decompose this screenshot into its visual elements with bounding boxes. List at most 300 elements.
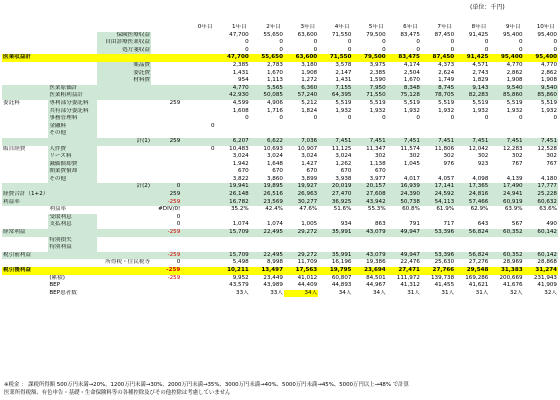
table-cell[interactable]: 0 <box>484 115 489 122</box>
table-cell[interactable] <box>216 214 250 222</box>
table-cell[interactable]: 0 <box>450 115 455 122</box>
table-cell[interactable]: 27,608 <box>352 191 386 199</box>
table-cell[interactable]: 0 <box>416 46 420 53</box>
table-cell[interactable] <box>181 199 215 207</box>
table-cell[interactable]: 6,360 <box>284 85 318 93</box>
table-cell[interactable]: 3,977 <box>369 175 386 182</box>
table-cell[interactable]: 71,550 <box>331 31 352 38</box>
table-cell[interactable]: 35,991 <box>318 252 352 260</box>
table-cell[interactable]: 63.9% <box>504 206 523 213</box>
table-cell[interactable] <box>181 77 215 85</box>
table-cell[interactable]: 19,386 <box>366 259 386 266</box>
table-cell[interactable]: 91,425 <box>468 31 489 38</box>
table-cell[interactable]: 302 <box>477 153 489 160</box>
table-cell[interactable]: 19,927 <box>284 183 318 191</box>
table-cell[interactable]: 1,932 <box>335 107 352 114</box>
table-cell[interactable]: 31,274 <box>524 267 558 275</box>
table-cell[interactable] <box>181 244 215 252</box>
table-cell[interactable]: 0 <box>279 39 283 46</box>
table-cell[interactable]: 3,822 <box>232 175 249 182</box>
table-cell[interactable]: 15,709 <box>216 229 250 237</box>
table-cell[interactable] <box>489 237 523 245</box>
table-cell[interactable]: 3,180 <box>301 61 318 68</box>
table-cell[interactable] <box>181 130 215 138</box>
table-cell[interactable]: 3,975 <box>369 61 386 68</box>
table-cell[interactable]: 1,932 <box>472 107 489 114</box>
table-cell[interactable]: 12,042 <box>468 145 489 152</box>
table-cell[interactable]: 54,113 <box>421 199 455 207</box>
table-cell[interactable] <box>455 244 489 252</box>
table-cell[interactable]: 3,024 <box>266 153 283 160</box>
table-cell[interactable]: 139,738 <box>431 274 455 281</box>
table-cell[interactable]: 4,599 <box>232 99 249 106</box>
table-cell[interactable]: 302 <box>546 153 557 160</box>
table-cell[interactable]: 0 <box>382 46 386 53</box>
table-cell[interactable]: 923 <box>477 160 489 167</box>
table-cell[interactable]: 20,019 <box>318 183 352 191</box>
table-cell[interactable]: 0 <box>382 39 386 46</box>
table-cell[interactable]: 670 <box>272 168 283 175</box>
table-cell[interactable]: 8,998 <box>266 259 283 266</box>
table-cell[interactable] <box>318 123 352 131</box>
table-cell[interactable] <box>489 130 523 138</box>
table-cell[interactable] <box>181 282 215 290</box>
table-cell[interactable]: 20,157 <box>352 183 386 191</box>
table-cell[interactable]: 4,373 <box>438 61 455 68</box>
table-cell[interactable]: 3,899 <box>301 175 318 182</box>
table-cell[interactable]: 25,630 <box>434 259 455 266</box>
table-cell[interactable]: 1,045 <box>403 160 420 167</box>
table-cell[interactable]: 62.9% <box>470 206 489 213</box>
table-cell[interactable] <box>421 130 455 138</box>
table-cell[interactable] <box>455 130 489 138</box>
table-cell[interactable]: 17,141 <box>421 183 455 191</box>
table-cell[interactable]: 95,400 <box>503 31 523 38</box>
table-cell[interactable]: 767 <box>511 160 523 167</box>
table-cell[interactable]: 0 <box>450 46 455 53</box>
table-cell[interactable]: 12,528 <box>537 145 557 152</box>
table-cell[interactable] <box>284 130 318 138</box>
table-cell[interactable]: 5,519 <box>335 99 352 106</box>
table-cell[interactable]: 0 <box>245 46 249 53</box>
table-cell[interactable]: 35.2% <box>230 206 249 213</box>
table-cell[interactable] <box>250 237 284 245</box>
table-cell[interactable]: 0 <box>347 39 352 46</box>
table-cell[interactable] <box>489 214 523 222</box>
table-cell[interactable] <box>318 130 352 138</box>
table-cell[interactable] <box>318 244 352 252</box>
table-cell[interactable]: 0 <box>210 122 215 129</box>
table-cell[interactable] <box>318 237 352 245</box>
table-cell[interactable]: 36,925 <box>318 199 352 207</box>
table-cell[interactable]: 16,196 <box>331 259 352 266</box>
table-cell[interactable] <box>524 214 558 222</box>
table-cell[interactable]: 87,450 <box>421 54 455 62</box>
table-cell[interactable]: 1,932 <box>540 107 557 114</box>
table-cell[interactable]: 5,565 <box>250 85 284 93</box>
table-cell[interactable]: 22,495 <box>250 229 284 237</box>
table-cell[interactable]: 53,396 <box>421 229 455 237</box>
table-cell[interactable]: 11,709 <box>297 259 318 266</box>
table-cell[interactable]: 26,516 <box>250 191 284 199</box>
table-cell[interactable] <box>421 244 455 252</box>
table-cell[interactable]: 0 <box>450 39 455 46</box>
table-cell[interactable]: 22,476 <box>400 259 420 266</box>
table-cell[interactable]: 82,283 <box>455 92 489 100</box>
table-cell[interactable]: 8,745 <box>421 85 455 93</box>
table-cell[interactable]: 17,365 <box>455 183 489 191</box>
table-cell[interactable]: 7,451 <box>524 138 558 146</box>
table-cell[interactable]: 83,475 <box>387 54 421 62</box>
table-cell[interactable]: 43,079 <box>352 229 386 237</box>
table-cell[interactable]: 60.8% <box>402 206 420 213</box>
table-cell[interactable]: 4,017 <box>403 175 420 182</box>
table-cell[interactable] <box>181 252 215 260</box>
table-cell[interactable]: 31人 <box>475 289 489 296</box>
table-cell[interactable] <box>387 214 421 222</box>
table-cell[interactable] <box>524 123 558 131</box>
table-cell[interactable]: 9,540 <box>489 85 523 93</box>
table-cell[interactable]: 23,449 <box>263 274 283 281</box>
table-cell[interactable]: 11,125 <box>331 145 352 152</box>
table-cell[interactable]: 1,431 <box>232 69 249 76</box>
table-cell[interactable]: 2,385 <box>232 61 249 68</box>
table-cell[interactable]: 0 <box>382 115 386 122</box>
table-cell[interactable]: 19,795 <box>318 267 352 275</box>
table-cell[interactable]: 55,650 <box>250 54 284 62</box>
table-cell[interactable]: 4,571 <box>472 61 489 68</box>
table-cell[interactable]: 7,451 <box>318 138 352 146</box>
table-cell[interactable]: 53,396 <box>421 252 455 260</box>
table-cell[interactable]: 41,312 <box>400 282 420 289</box>
table-cell[interactable]: 41,909 <box>537 282 557 289</box>
table-cell[interactable]: 3,024 <box>335 153 352 160</box>
table-cell[interactable]: 87,450 <box>434 31 455 38</box>
table-cell[interactable] <box>387 244 421 252</box>
table-cell[interactable]: 0 <box>519 46 523 53</box>
table-cell[interactable]: 567 <box>511 221 523 228</box>
table-cell[interactable]: 1,829 <box>472 77 489 84</box>
table-cell[interactable]: 27,766 <box>421 267 455 275</box>
table-cell[interactable]: 6,622 <box>250 138 284 146</box>
table-cell[interactable]: 26,148 <box>216 191 250 199</box>
table-cell[interactable]: 17,490 <box>489 183 523 191</box>
table-cell[interactable]: 41,012 <box>297 274 318 281</box>
table-cell[interactable]: 33人 <box>236 289 249 296</box>
table-cell[interactable]: 5,519 <box>369 99 386 106</box>
table-cell[interactable]: 31人 <box>441 289 455 296</box>
table-cell[interactable]: 15,709 <box>216 252 250 260</box>
table-cell[interactable]: 0 <box>553 46 557 53</box>
table-cell[interactable]: 1,262 <box>335 160 352 167</box>
table-cell[interactable]: 717 <box>443 221 455 228</box>
table-cell[interactable]: 12,283 <box>503 145 523 152</box>
table-cell[interactable]: 24,816 <box>455 191 489 199</box>
table-cell[interactable]: 16,782 <box>216 199 250 207</box>
table-cell[interactable] <box>284 244 318 252</box>
table-cell[interactable] <box>181 259 215 267</box>
table-cell[interactable]: 0 <box>553 115 557 122</box>
table-cell[interactable]: 27,471 <box>387 267 421 275</box>
table-cell[interactable]: 41,676 <box>503 282 523 289</box>
table-cell[interactable]: 1,942 <box>232 160 249 167</box>
table-cell[interactable]: 670 <box>306 168 318 175</box>
table-cell[interactable] <box>387 237 421 245</box>
table-cell[interactable]: 0 <box>245 115 249 122</box>
table-cell[interactable]: 4,139 <box>506 175 523 182</box>
table-cell[interactable]: 63,600 <box>284 54 318 62</box>
table-cell[interactable]: 6,207 <box>216 138 250 146</box>
table-cell[interactable]: 60,919 <box>489 199 523 207</box>
table-cell[interactable] <box>181 153 215 161</box>
table-cell[interactable] <box>524 237 558 245</box>
table-cell[interactable]: 5,519 <box>472 99 489 106</box>
table-cell[interactable]: 1,113 <box>266 77 283 84</box>
table-cell[interactable]: 41,455 <box>434 282 455 289</box>
table-cell[interactable]: 1,427 <box>301 160 318 167</box>
table-cell[interactable]: 35,991 <box>318 229 352 237</box>
table-cell[interactable]: 34人 <box>338 289 352 296</box>
table-cell[interactable] <box>181 108 215 116</box>
table-cell[interactable] <box>489 123 523 131</box>
table-cell[interactable]: 1,932 <box>403 107 420 114</box>
table-cell[interactable]: 0 <box>553 39 557 46</box>
table-cell[interactable] <box>181 237 215 245</box>
table-cell[interactable]: 7,451 <box>455 138 489 146</box>
table-cell[interactable]: 1,074 <box>232 221 249 228</box>
table-cell[interactable] <box>181 290 215 298</box>
table-cell[interactable] <box>352 237 386 245</box>
table-cell[interactable]: 43,942 <box>352 199 386 207</box>
table-cell[interactable]: 976 <box>443 160 455 167</box>
table-cell[interactable]: 934 <box>340 221 352 228</box>
table-cell[interactable]: 1,716 <box>266 107 283 114</box>
table-cell[interactable]: 643 <box>477 221 489 228</box>
table-cell[interactable]: 24,390 <box>387 191 421 199</box>
table-cell[interactable]: 0 <box>210 145 215 152</box>
table-cell[interactable]: 30,277 <box>284 199 318 207</box>
table-cell[interactable] <box>421 168 455 176</box>
table-cell[interactable]: 1,908 <box>540 77 557 84</box>
table-cell[interactable]: 4,180 <box>540 175 557 182</box>
table-cell[interactable]: 2,862 <box>506 69 523 76</box>
table-cell[interactable]: 47.6% <box>299 206 318 213</box>
table-cell[interactable]: 5,519 <box>540 99 557 106</box>
table-cell[interactable]: 95,400 <box>537 31 557 38</box>
table-cell[interactable]: 10,907 <box>297 145 318 152</box>
table-cell[interactable]: 4,770 <box>216 85 250 93</box>
table-cell[interactable]: 1,824 <box>301 107 318 114</box>
table-cell[interactable]: 63,600 <box>297 31 318 38</box>
table-cell[interactable]: 23,694 <box>352 267 386 275</box>
table-cell[interactable] <box>181 47 215 55</box>
table-cell[interactable]: 767 <box>546 160 557 167</box>
table-cell[interactable]: 0 <box>313 46 318 53</box>
table-cell[interactable]: 3,578 <box>335 61 352 68</box>
table-cell[interactable]: 29,272 <box>284 252 318 260</box>
table-cell[interactable]: 3,860 <box>266 175 283 182</box>
table-cell[interactable]: 2,147 <box>335 69 352 76</box>
table-cell[interactable]: 95,400 <box>524 54 558 62</box>
table-cell[interactable] <box>250 123 284 131</box>
table-cell[interactable] <box>181 206 215 214</box>
table-cell[interactable] <box>216 244 250 252</box>
table-cell[interactable]: 16,939 <box>387 183 421 191</box>
table-cell[interactable] <box>455 123 489 131</box>
table-cell[interactable] <box>181 115 215 123</box>
table-cell[interactable]: 9,952 <box>232 274 249 281</box>
table-cell[interactable] <box>216 237 250 245</box>
table-cell[interactable]: 0 <box>416 115 420 122</box>
table-cell[interactable] <box>181 168 215 176</box>
table-cell[interactable]: 7,155 <box>318 85 352 93</box>
table-cell[interactable]: 56,824 <box>455 229 489 237</box>
table-cell[interactable]: 50,738 <box>387 199 421 207</box>
table-cell[interactable]: 13,497 <box>250 267 284 275</box>
table-cell[interactable]: 0 <box>484 39 489 46</box>
table-cell[interactable]: 42.4% <box>265 206 283 213</box>
table-cell[interactable]: 490 <box>546 221 557 228</box>
table-cell[interactable]: 55,650 <box>263 31 283 38</box>
table-cell[interactable]: 2,624 <box>438 69 455 76</box>
table-cell[interactable]: 27,276 <box>468 259 489 266</box>
table-cell[interactable]: 8,348 <box>387 85 421 93</box>
table-cell[interactable]: 200,669 <box>499 274 523 281</box>
table-cell[interactable] <box>216 123 250 131</box>
table-cell[interactable]: 2,743 <box>472 69 489 76</box>
table-cell[interactable]: 0 <box>313 39 318 46</box>
table-cell[interactable]: 0 <box>519 39 523 46</box>
table-cell[interactable]: 1,670 <box>266 69 283 76</box>
table-cell[interactable]: 670 <box>340 168 352 175</box>
table-cell[interactable] <box>284 237 318 245</box>
table-cell[interactable]: 51.6% <box>333 206 352 213</box>
table-cell[interactable]: 4,098 <box>472 175 489 182</box>
table-cell[interactable]: 34人 <box>372 289 386 296</box>
table-cell[interactable]: 1,908 <box>506 77 523 84</box>
table-cell[interactable]: 9,540 <box>524 85 558 93</box>
table-cell[interactable]: 71,550 <box>352 92 386 100</box>
table-cell[interactable]: 26,963 <box>284 191 318 199</box>
table-cell[interactable]: 17,777 <box>524 183 558 191</box>
table-cell[interactable]: 1,932 <box>506 107 523 114</box>
table-cell[interactable] <box>524 130 558 138</box>
table-cell[interactable]: 302 <box>511 153 523 160</box>
table-cell[interactable] <box>250 130 284 138</box>
table-cell[interactable]: 1,670 <box>403 77 420 84</box>
table-cell[interactable]: 5,519 <box>438 99 455 106</box>
table-cell[interactable]: 85,860 <box>524 92 558 100</box>
table-cell[interactable]: 44,967 <box>366 282 386 289</box>
table-cell[interactable] <box>524 244 558 252</box>
table-cell[interactable]: 1,749 <box>438 77 455 84</box>
table-cell[interactable] <box>489 168 523 176</box>
table-cell[interactable]: 83,475 <box>400 31 420 38</box>
table-cell[interactable] <box>181 62 215 70</box>
table-cell[interactable] <box>181 92 215 100</box>
table-cell[interactable]: 11,347 <box>366 145 386 152</box>
table-cell[interactable]: 27,470 <box>318 191 352 199</box>
table-cell[interactable]: 79,500 <box>352 54 386 62</box>
table-cell[interactable] <box>181 32 215 40</box>
table-cell[interactable]: 19,895 <box>250 183 284 191</box>
table-cell[interactable] <box>181 229 215 237</box>
table-cell[interactable]: 32人 <box>544 289 557 296</box>
table-cell[interactable]: 29,272 <box>284 229 318 237</box>
table-cell[interactable]: 47,700 <box>229 31 249 38</box>
table-cell[interactable]: 78,705 <box>421 92 455 100</box>
table-cell[interactable]: 2,783 <box>266 61 283 68</box>
table-cell[interactable]: 44,893 <box>331 282 352 289</box>
table-cell[interactable]: 7,451 <box>387 138 421 146</box>
table-cell[interactable]: 1,648 <box>266 160 283 167</box>
table-cell[interactable] <box>352 244 386 252</box>
table-cell[interactable]: 0 <box>347 46 352 53</box>
table-cell[interactable]: 7,950 <box>352 85 386 93</box>
table-cell[interactable]: 29,548 <box>455 267 489 275</box>
table-cell[interactable]: 7,451 <box>421 138 455 146</box>
table-cell[interactable] <box>352 123 386 131</box>
table-cell[interactable] <box>387 130 421 138</box>
table-cell[interactable]: 63.6% <box>539 206 557 213</box>
table-cell[interactable]: 1,431 <box>335 77 352 84</box>
table-cell[interactable]: 5,212 <box>301 99 318 106</box>
table-cell[interactable]: 24,941 <box>489 191 523 199</box>
table-cell[interactable]: 28,868 <box>537 259 557 266</box>
table-cell[interactable]: 79,500 <box>366 31 386 38</box>
table-cell[interactable]: 10,483 <box>229 145 249 152</box>
table-cell[interactable]: 169,286 <box>465 274 489 281</box>
table-cell[interactable]: 34人 <box>284 290 318 298</box>
table-cell[interactable]: 302 <box>409 153 420 160</box>
table-cell[interactable]: 10,211 <box>216 267 250 275</box>
table-cell[interactable] <box>181 161 215 169</box>
table-cell[interactable]: 1,932 <box>438 107 455 114</box>
table-cell[interactable]: 22,495 <box>250 252 284 260</box>
table-cell[interactable]: 25,228 <box>524 191 558 199</box>
table-cell[interactable] <box>489 244 523 252</box>
table-cell[interactable]: 61.9% <box>436 206 455 213</box>
table-cell[interactable]: 791 <box>409 221 420 228</box>
table-cell[interactable] <box>421 214 455 222</box>
table-cell[interactable]: 3,024 <box>232 153 249 160</box>
table-cell[interactable]: 84,501 <box>366 274 386 281</box>
table-cell[interactable]: 32人 <box>509 289 523 296</box>
table-cell[interactable]: 302 <box>443 153 455 160</box>
table-cell[interactable] <box>387 168 421 176</box>
table-cell[interactable] <box>455 237 489 245</box>
table-cell[interactable]: 0 <box>519 115 523 122</box>
table-cell[interactable] <box>455 168 489 176</box>
table-cell[interactable]: 4,770 <box>506 61 523 68</box>
table-cell[interactable]: 43,079 <box>352 252 386 260</box>
table-cell[interactable]: 60,142 <box>524 229 558 237</box>
table-cell[interactable]: 3,024 <box>301 153 318 160</box>
table-cell[interactable]: 670 <box>374 168 386 175</box>
table-cell[interactable] <box>181 183 215 191</box>
table-cell[interactable] <box>216 130 250 138</box>
table-cell[interactable]: 49,947 <box>387 252 421 260</box>
table-cell[interactable]: 1,608 <box>232 107 249 114</box>
table-cell[interactable]: 7,451 <box>489 138 523 146</box>
table-cell[interactable]: 0 <box>484 46 489 53</box>
table-cell[interactable]: 302 <box>374 153 386 160</box>
table-cell[interactable]: 7,036 <box>284 138 318 146</box>
table-cell[interactable] <box>524 168 558 176</box>
table-cell[interactable] <box>181 221 215 229</box>
table-cell[interactable]: 5,519 <box>403 99 420 106</box>
table-cell[interactable]: 4,770 <box>540 61 557 68</box>
